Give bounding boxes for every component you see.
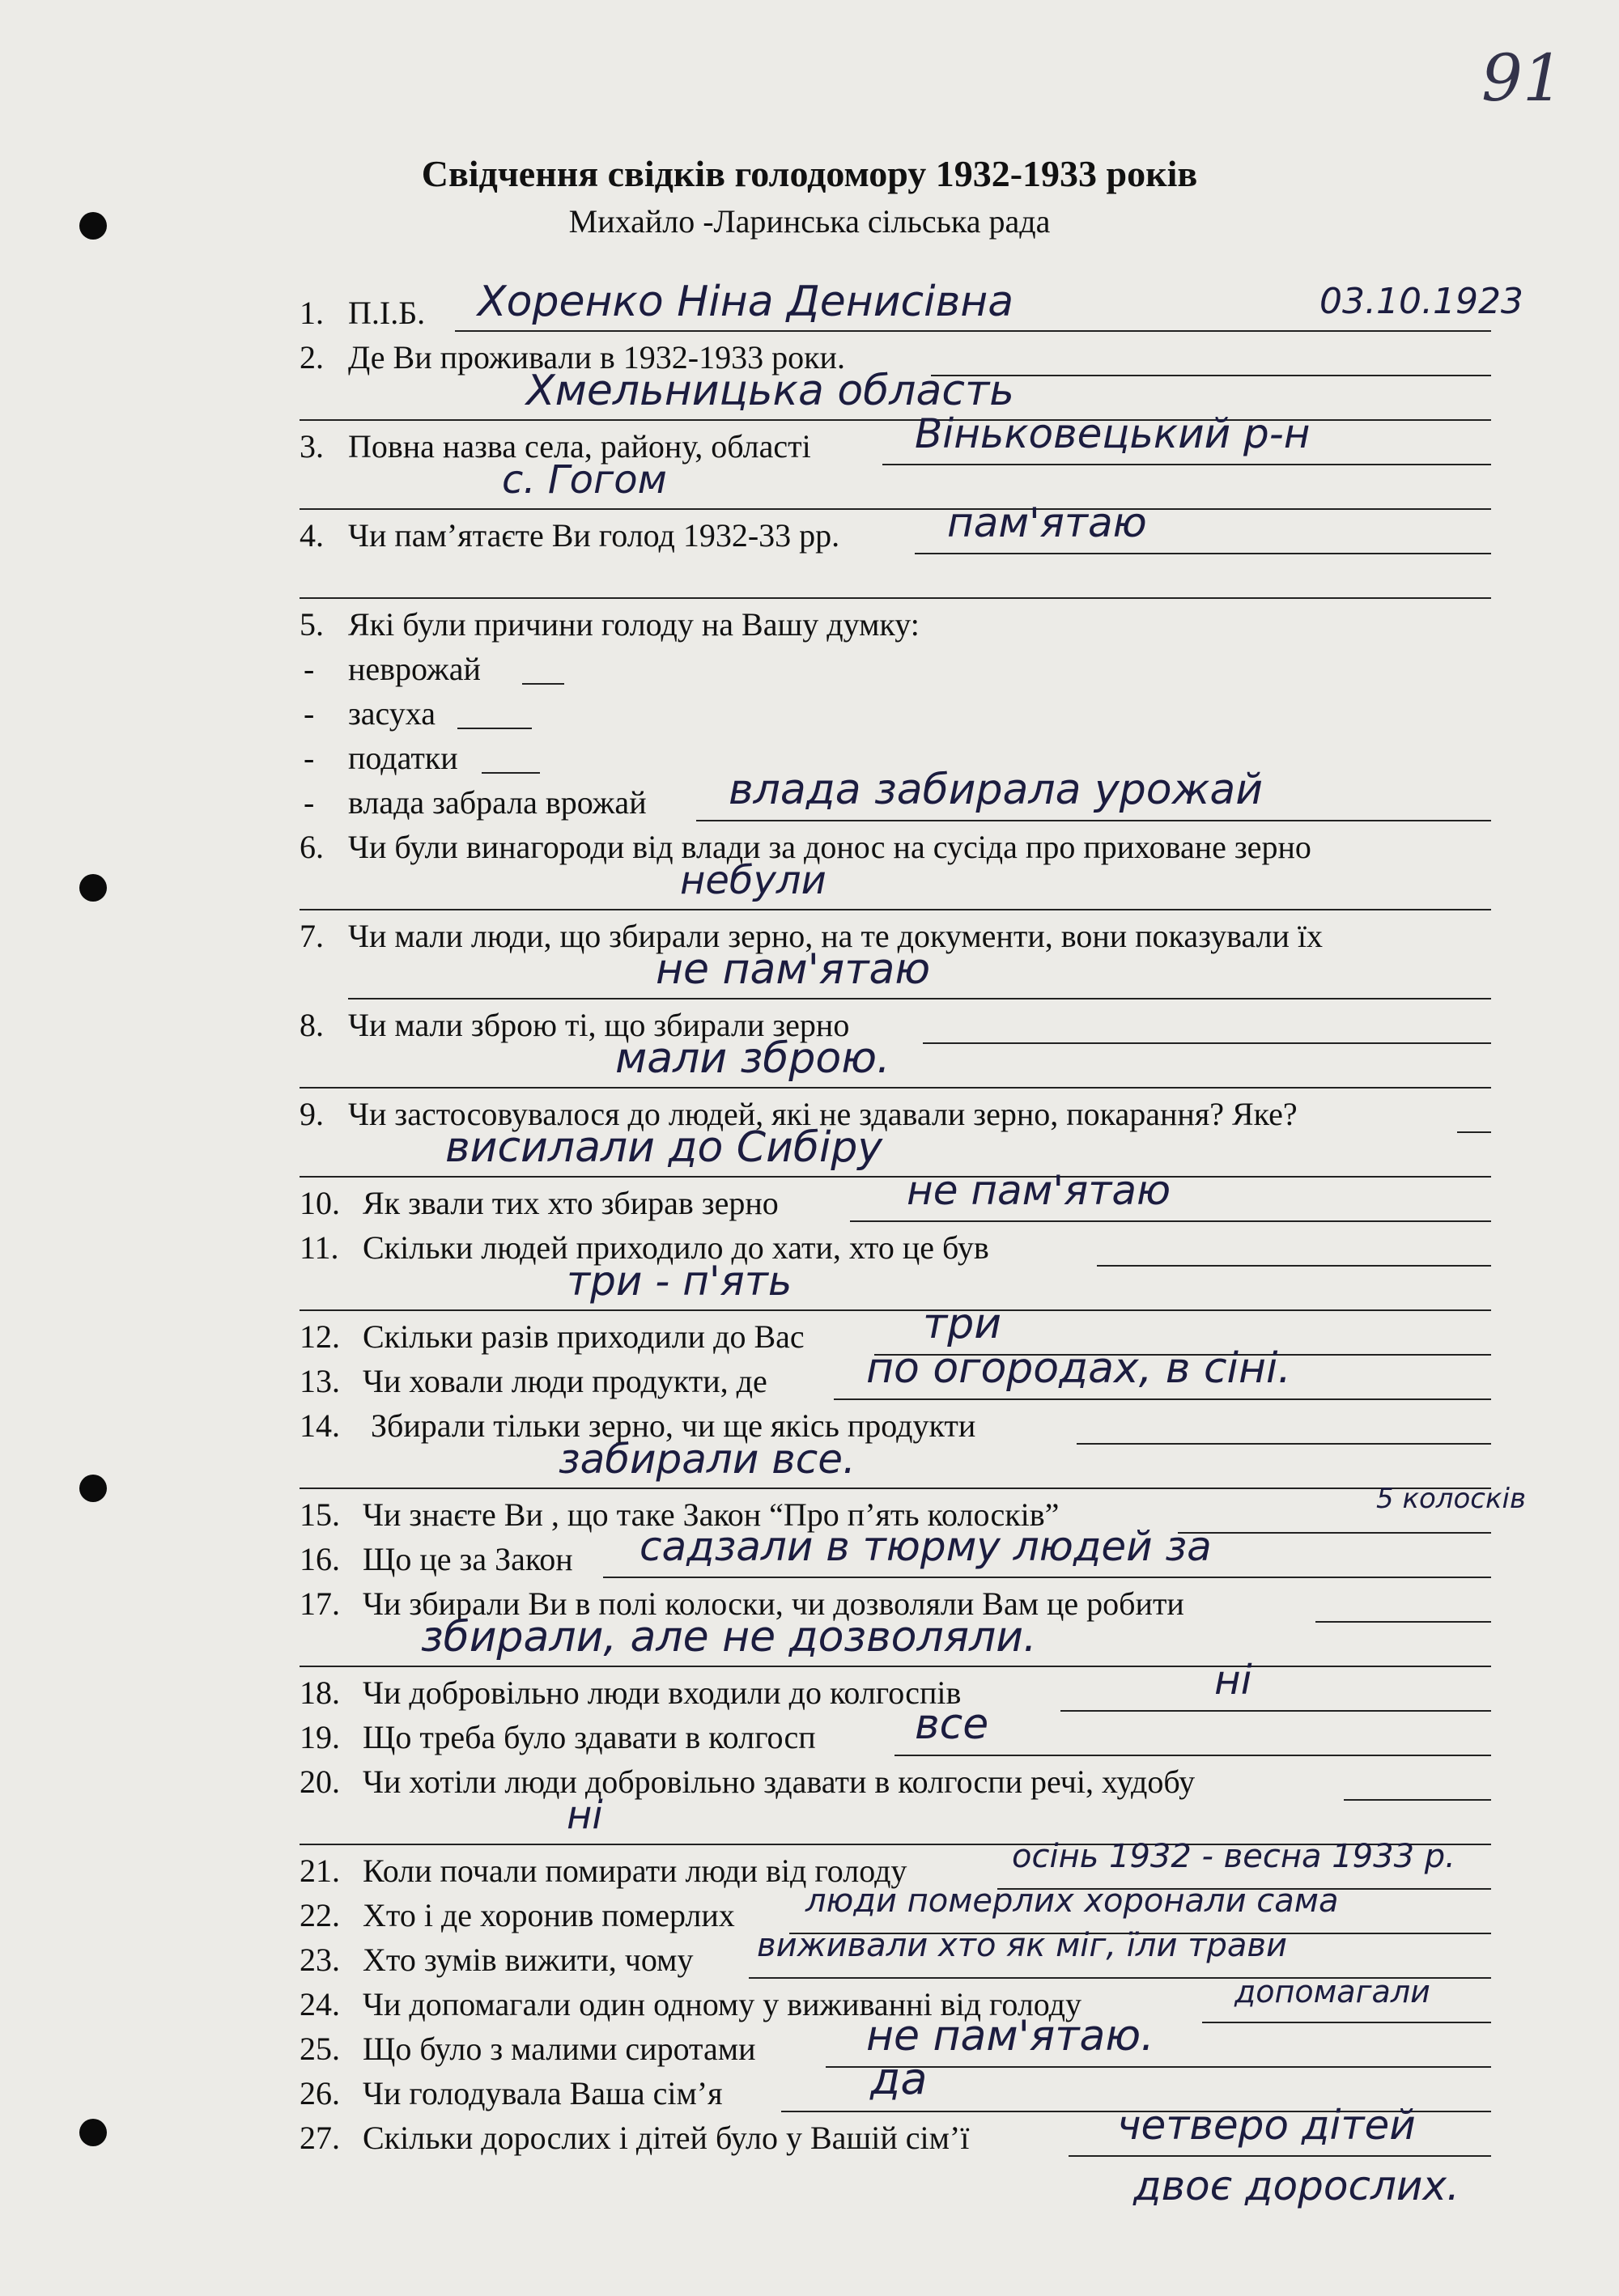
question-label: Збирали тільки зерно, чи ще якісь продукти — [371, 1407, 976, 1444]
question-label: Чи ховали люди продукти, де — [363, 1363, 767, 1399]
question-label: Де Ви проживали в 1932-1933 роки. — [348, 339, 845, 376]
question-label: Чи добровільно люди входили до колгоспів — [363, 1674, 962, 1711]
answer-handwriting: с. Гогом — [502, 457, 667, 503]
question-row-14: 14. Збирали тільки зерно, чи ще якісь продукти — [0, 1404, 1619, 1448]
answer-handwriting: виживали хто як міг, їли трави — [757, 1927, 1287, 1964]
answer-handwriting: Хоренко Ніна Денисівна — [478, 278, 1014, 326]
answer-handwriting: ні — [1214, 1657, 1252, 1704]
question-row-24: 24. Чи допомагали один одному у виживанні від голоду допомагали — [0, 1983, 1619, 2027]
question-row-16: 16. Що це за Закон садзали в тюрму людей за — [0, 1538, 1619, 1581]
question-row-13: 13. Чи ховали люди продукти, де по огородах, в сіні. — [0, 1360, 1619, 1403]
answer-handwriting: 03.10.1923 — [1319, 281, 1523, 322]
question-row-12: 12. Скільки разів приходили до Вас три — [0, 1315, 1619, 1359]
answer-handwriting: допомагали — [1234, 1974, 1430, 2010]
question-row-4: 4. Чи пам’ятаєте Ви голод 1932-33 рр. пам'ятаю — [0, 514, 1619, 558]
question-row-11: 11. Скільки людей приходило до хати, хто це був — [0, 1226, 1619, 1270]
answer-line — [0, 1258, 1619, 1314]
question-row-21: 21. Коли почали помирати люди від голоду осінь 1932 - весна 1933 р. — [0, 1849, 1619, 1893]
answer-line — [0, 457, 1619, 513]
question-row-25: 25. Що було з малими сиротами не пам'ятаю. — [0, 2027, 1619, 2071]
answer-handwriting: мали зброю. — [615, 1034, 890, 1083]
question-row-26: 26. Чи голодувала Ваша сім’я да — [0, 2072, 1619, 2116]
answer-handwriting: четверо дітей — [1117, 2102, 1416, 2149]
question-row-15: 15. Чи знаєте Ви , що таке Закон “Про п’ять колосків” 5 колосків — [0, 1493, 1619, 1537]
answer-handwriting: не пам'ятаю — [656, 945, 931, 994]
answer-line — [0, 558, 1619, 602]
question-label: Коли почали помирати люди від голоду — [363, 1853, 907, 1889]
question-label: Чи знаєте Ви , що таке Закон “Про п’ять колосків” — [363, 1496, 1060, 1533]
option-row: - податки — [0, 736, 1619, 780]
option-row: - влада забрала врожай влада забирала урожай — [0, 781, 1619, 825]
question-label: Чи допомагали один одному у виживанні від голоду — [363, 1986, 1082, 2022]
question-label: Чи мали люди, що збирали зерно, на те документи, вони показували їх — [348, 918, 1324, 954]
answer-handwriting: не пам'ятаю. — [866, 2012, 1154, 2060]
question-row-8: 8. Чи мали зброю ті, що збирали зерно — [0, 1004, 1619, 1047]
form-title: Свідчення свідків голодомору 1932-1933 років — [421, 153, 1198, 194]
option-label: податки — [348, 740, 458, 776]
answer-handwriting: небули — [680, 858, 826, 903]
answer-handwriting: збирали, але не дозволяли. — [421, 1613, 1037, 1662]
question-row-18: 18. Чи добровільно люди входили до колгоспів ні — [0, 1671, 1619, 1715]
answer-handwriting: садзали в тюрму людей за — [640, 1523, 1212, 1570]
question-row-27: 27. Скільки дорослих і дітей було у Вашій сім’ї четверо дітей — [0, 2116, 1619, 2160]
answer-handwriting: ні — [567, 1793, 603, 1838]
question-row-3: 3. Повна назва села, району, області Віньковецький р-н — [0, 425, 1619, 469]
option-label: влада забрала врожай — [348, 784, 647, 821]
question-row-22: 22. Хто і де хоронив померлих люди померлих хоронали сама — [0, 1894, 1619, 1937]
question-row-2: 2. Де Ви проживали в 1932-1933 роки. — [0, 336, 1619, 380]
answer-handwriting: люди померлих хоронали сама — [805, 1882, 1339, 1920]
question-label: Хто і де хоронив померлих — [363, 1897, 735, 1933]
question-label: Повна назва села, району, області — [348, 428, 811, 465]
question-row-1: 1. П.І.Б. Хоренко Ніна Денисівна 03.10.1923 — [0, 291, 1619, 335]
answer-handwriting: влада забирала урожай — [729, 766, 1264, 814]
question-row-5: 5. Які були причини голоду на Вашу думку: — [0, 603, 1619, 647]
answer-line — [0, 367, 1619, 424]
answer-handwriting: 5 колосків — [1376, 1483, 1527, 1515]
question-row-23: 23. Хто зумів вижити, чому виживали хто як міг, їли трави — [0, 1938, 1619, 1982]
answer-handwriting: все — [915, 1700, 989, 1749]
question-row-10: 10. Як звали тих хто збирав зерно не пам'ятаю — [0, 1182, 1619, 1225]
option-row: - засуха — [0, 692, 1619, 736]
answer-line — [0, 1034, 1619, 1092]
question-label: Скільки людей приходило до хати, хто це був — [363, 1229, 989, 1266]
answer-handwriting: не пам'ятаю — [907, 1167, 1171, 1214]
answer-handwriting: по огородах, в сіні. — [866, 1344, 1291, 1393]
answer-line — [0, 945, 1619, 1003]
page-number: 91 — [1481, 40, 1564, 116]
answer-handwriting: осінь 1932 - весна 1933 р. — [1012, 1838, 1455, 1875]
answer-handwriting: забирали все. — [559, 1436, 856, 1483]
question-row-7: 7. Чи мали люди, що збирали зерно, на те документи, вони показували їх — [0, 915, 1619, 958]
option-label: засуха — [348, 695, 436, 732]
question-label: Чи хотіли люди добровільно здавати в колгоспи речі, худобу — [363, 1763, 1196, 1800]
answer-line — [0, 1123, 1619, 1181]
answer-handwriting: двоє дорослих. — [1133, 2162, 1460, 2209]
question-row-9: 9. Чи застосовувалося до людей, які не здавали зерно, покарання? Яке? — [0, 1093, 1619, 1136]
question-label: Що було з малими сиротами — [363, 2031, 756, 2067]
answer-line — [0, 1613, 1619, 1670]
question-row-19: 19. Що треба було здавати в колгосп все — [0, 1716, 1619, 1759]
question-label: Чи голодувала Ваша сім’я — [363, 2075, 723, 2111]
question-label: Як звали тих хто збирав зерно — [363, 1185, 779, 1221]
question-label: Чи збирали Ви в полі колоски, чи дозволяли Вам це робити — [363, 1585, 1184, 1622]
question-label: Чи застосовувалося до людей, які не здавали зерно, покарання? Яке? — [348, 1096, 1298, 1132]
question-label: Чи мали зброю ті, що збирали зерно — [348, 1007, 850, 1043]
question-row-20: 20. Чи хотіли люди добровільно здавати в колгоспи речі, худобу — [0, 1760, 1619, 1804]
question-row-17: 17. Чи збирали Ви в полі колоски, чи дозволяли Вам це робити — [0, 1582, 1619, 1626]
question-label: Скільки дорослих і дітей було у Вашій сім’ї — [363, 2120, 970, 2156]
question-label: Хто зумів вижити, чому — [363, 1942, 694, 1978]
option-row: - неврожай — [0, 647, 1619, 691]
answer-line — [0, 858, 1619, 914]
answer-handwriting: Віньковецький р-н — [915, 410, 1311, 457]
question-label: Що треба було здавати в колгосп — [363, 1719, 816, 1755]
question-row-6: 6. Чи були винагороди від влади за донос на сусіда про приховане зерно — [0, 825, 1619, 869]
form-subtitle: Михайло -Ларинська сільська рада — [568, 203, 1051, 240]
answer-continuation — [0, 2162, 1619, 2213]
answer-handwriting: Хмельницька область — [526, 367, 1014, 415]
option-label: неврожай — [348, 651, 481, 687]
answer-handwriting: да — [870, 2053, 928, 2104]
question-label: Що це за Закон — [363, 1541, 573, 1577]
question-label: Які були причини голоду на Вашу думку: — [348, 606, 920, 643]
answer-handwriting: висилали до Сибіру — [445, 1123, 883, 1172]
question-label: Чи були винагороди від влади за донос на сусіда про приховане зерно — [348, 829, 1311, 865]
answer-handwriting: три - п'ять — [567, 1258, 793, 1305]
answer-handwriting: три — [923, 1300, 1002, 1348]
question-label: П.І.Б. — [348, 295, 426, 331]
answer-handwriting: пам'ятаю — [947, 499, 1147, 546]
question-label: Скільки разів приходили до Вас — [363, 1318, 805, 1355]
question-label: Чи пам’ятаєте Ви голод 1932-33 рр. — [348, 517, 840, 554]
